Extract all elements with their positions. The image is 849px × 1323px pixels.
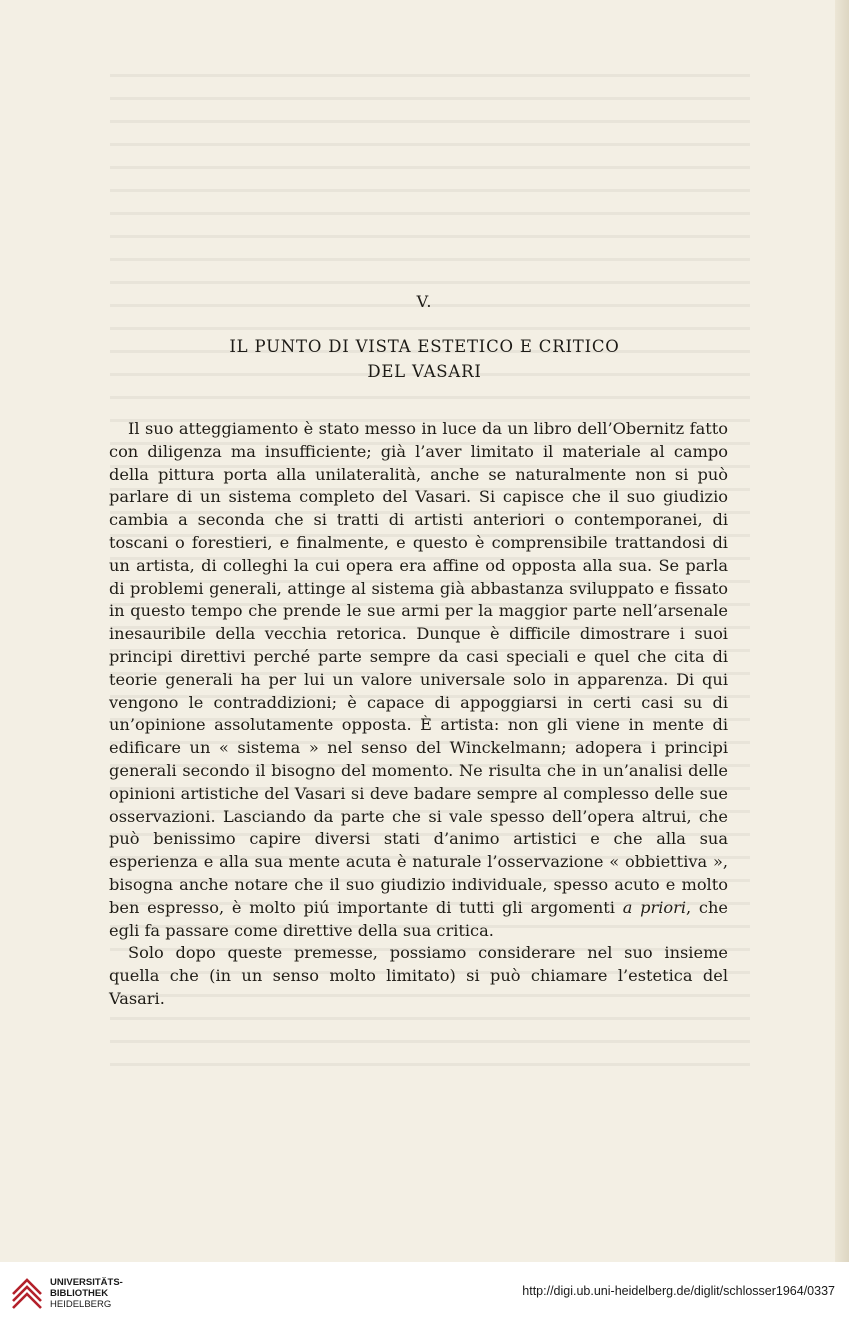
body-text: [109, 418, 728, 1011]
chapter-number: V.: [416, 292, 433, 311]
library-name: [50, 1277, 123, 1310]
chapter-title-line-2: DEL VASARI: [367, 362, 482, 381]
page-edge: [835, 0, 849, 1262]
chapter-title-line-1: IL PUNTO DI VISTA ESTETICO E CRITICO: [229, 337, 620, 356]
heidelberg-library-logo-icon: [10, 1274, 44, 1312]
library-name-line-2: BIBLIOTHEK: [50, 1288, 109, 1299]
chapter-title: [0, 334, 849, 384]
source-url[interactable]: http://digi.ub.uni-heidelberg.de/diglit/schlosser1964/0337: [522, 1284, 835, 1298]
library-name-line-1: UNIVERSITÄTS-: [50, 1277, 123, 1288]
emphasis-a-priori: a priori: [622, 897, 687, 917]
paragraph-1: Il suo atteggiamento è stato messo in luce da un libro dell’Obernitz fatto con diligenza ma insufficiente; già l’aver limitato il materiale al campo della pittura porta alla unilateralità, anche se naturalmente non si può parlare di un sistema completo del Vasari. Si capisce che il suo giudizio cambia a seconda che si tratti di artisti anteriori o contemporanei, di toscani o forestieri, e finalmente, e questo è comprensibile trattandosi di un artista, di colleghi la cui opera era affine od opposta alla sua. Se parla di problemi generali, attinge al sistema già abbastanza sviluppato e fissato in questo tempo che prende le sue armi per la maggior parte nell’arsenale inesauribile della vecchia retorica. Dunque è difficile dimostrare i suoi principi direttivi perché parte sempre da casi speciali e quel che cita di teorie generali ha per lui un valore universale solo in apparenza. Di qui vengono le contraddizioni; è capace di appoggiarsi in certi casi su di un’opinione assolutamente opposta. È artista: non gli viene in mente di edificare un « sistema » nel senso del Winckelmann; adopera i principi generali secondo il bisogno del momento. Ne risulta che in un’analisi delle opinioni artistiche del Vasari si deve badare sempre al complesso delle sue osservazioni. Lasciando da parte che si vale spesso dell’opera altrui, che può benissimo capire diversi stati d’animo artistici e che alla sua esperienza e alla sua mente acuta è naturale l’osservazione « obbiettiva », bisogna anche notare che il suo giudizio individuale, spesso acuto e molto ben espresso, è molto piú importante di tutti gli argomenti a priori, che egli fa passare come direttive della sua critica.: [109, 419, 728, 940]
viewer-footer: [0, 1262, 849, 1323]
library-name-line-3: HEIDELBERG: [50, 1299, 112, 1310]
paragraph-2: Solo dopo queste premesse, possiamo considerare nel suo insieme quella che (in un senso molto limitato) si può chiamare l’estetica del Vasari.: [109, 943, 728, 1008]
